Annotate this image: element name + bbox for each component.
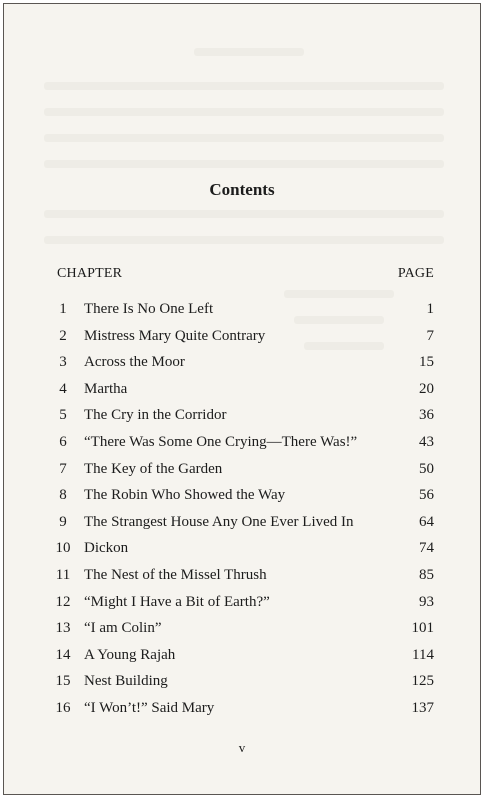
chapter-title: Mistress Mary Quite Contrary: [84, 327, 266, 344]
chapter-number: 9: [59, 513, 67, 530]
chapter-number: 7: [59, 460, 67, 477]
page-title: Contents: [209, 180, 275, 199]
chapter-number: 11: [55, 567, 71, 583]
toc-entry: [4, 298, 480, 320]
chapter-number: 6: [59, 434, 67, 450]
toc-entry: [4, 404, 480, 426]
book-page: [3, 3, 481, 795]
chapter-title: The Robin Who Showed the Way: [84, 487, 286, 504]
chapter-title: “I am Colin”: [84, 620, 162, 637]
chapter-title: “I Won’t!” Said Mary: [84, 700, 215, 716]
chapter-page-number: 114: [412, 646, 434, 663]
chapter-page-number: 85: [419, 567, 434, 583]
chapter-number: 16: [55, 700, 71, 716]
chapter-page-number: 93: [419, 593, 434, 610]
chapter-page-number: 1: [426, 301, 434, 317]
chapter-number: 12: [55, 593, 71, 610]
toc-entry: [4, 564, 480, 586]
chapter-page-number: 64: [419, 513, 434, 530]
chapter-title: “Might I Have a Bit of Earth?”: [84, 593, 270, 610]
chapter-page-number: 7: [426, 327, 434, 344]
chapter-title: Nest Building: [84, 673, 168, 690]
chapter-title: The Key of the Garden: [84, 460, 223, 477]
chapter-number: 3: [59, 354, 67, 371]
chapter-page-number: 36: [419, 407, 434, 424]
chapter-title: The Nest of the Missel Thrush: [84, 567, 267, 583]
chapter-number: 5: [59, 407, 67, 424]
toc-entry: [4, 378, 480, 400]
chapter-page-number: 56: [419, 487, 434, 504]
chapter-page-number: 101: [411, 620, 434, 637]
toc-entry: [4, 670, 480, 692]
chapter-number: 13: [55, 620, 71, 637]
toc-entry: [4, 511, 480, 533]
chapter-page-number: 137: [411, 700, 434, 716]
toc-entry: [4, 697, 480, 719]
chapter-number: 15: [55, 673, 71, 690]
chapter-number: 10: [55, 540, 71, 557]
chapter-title: There Is No One Left: [84, 301, 214, 317]
toc-entry: [4, 617, 480, 639]
toc-entry: [4, 484, 480, 506]
toc-entry: [4, 537, 480, 559]
chapter-title: The Cry in the Corridor: [84, 407, 227, 424]
chapter-title: Dickon: [84, 540, 129, 557]
chapter-title: A Young Rajah: [84, 646, 176, 663]
page-column-header: PAGE: [397, 266, 434, 281]
toc-entry: [4, 591, 480, 613]
toc-entry: [4, 458, 480, 480]
chapter-title: Martha: [84, 380, 128, 397]
chapter-title: The Strangest House Any One Ever Lived In: [84, 513, 354, 530]
toc-entry: [4, 644, 480, 666]
chapter-number: 2: [59, 327, 67, 344]
chapter-page-number: 50: [419, 460, 434, 477]
chapter-page-number: 20: [419, 380, 434, 397]
toc-entry: [4, 351, 480, 373]
chapter-page-number: 43: [419, 434, 434, 450]
chapter-page-number: 125: [411, 673, 434, 690]
chapter-page-number: 74: [419, 540, 434, 557]
chapter-number: 4: [59, 380, 67, 397]
chapter-number: 8: [59, 487, 67, 504]
chapter-title: Across the Moor: [84, 354, 185, 371]
toc-entry: [4, 325, 480, 347]
page-folio: v: [238, 740, 246, 755]
chapter-page-number: 15: [419, 354, 434, 371]
chapter-column-header: CHAPTER: [57, 266, 123, 281]
toc-entry: [4, 431, 480, 453]
chapter-title: “There Was Some One Crying—There Was!”: [84, 434, 358, 450]
chapter-number: 14: [55, 646, 71, 663]
chapter-number: 1: [59, 301, 67, 317]
